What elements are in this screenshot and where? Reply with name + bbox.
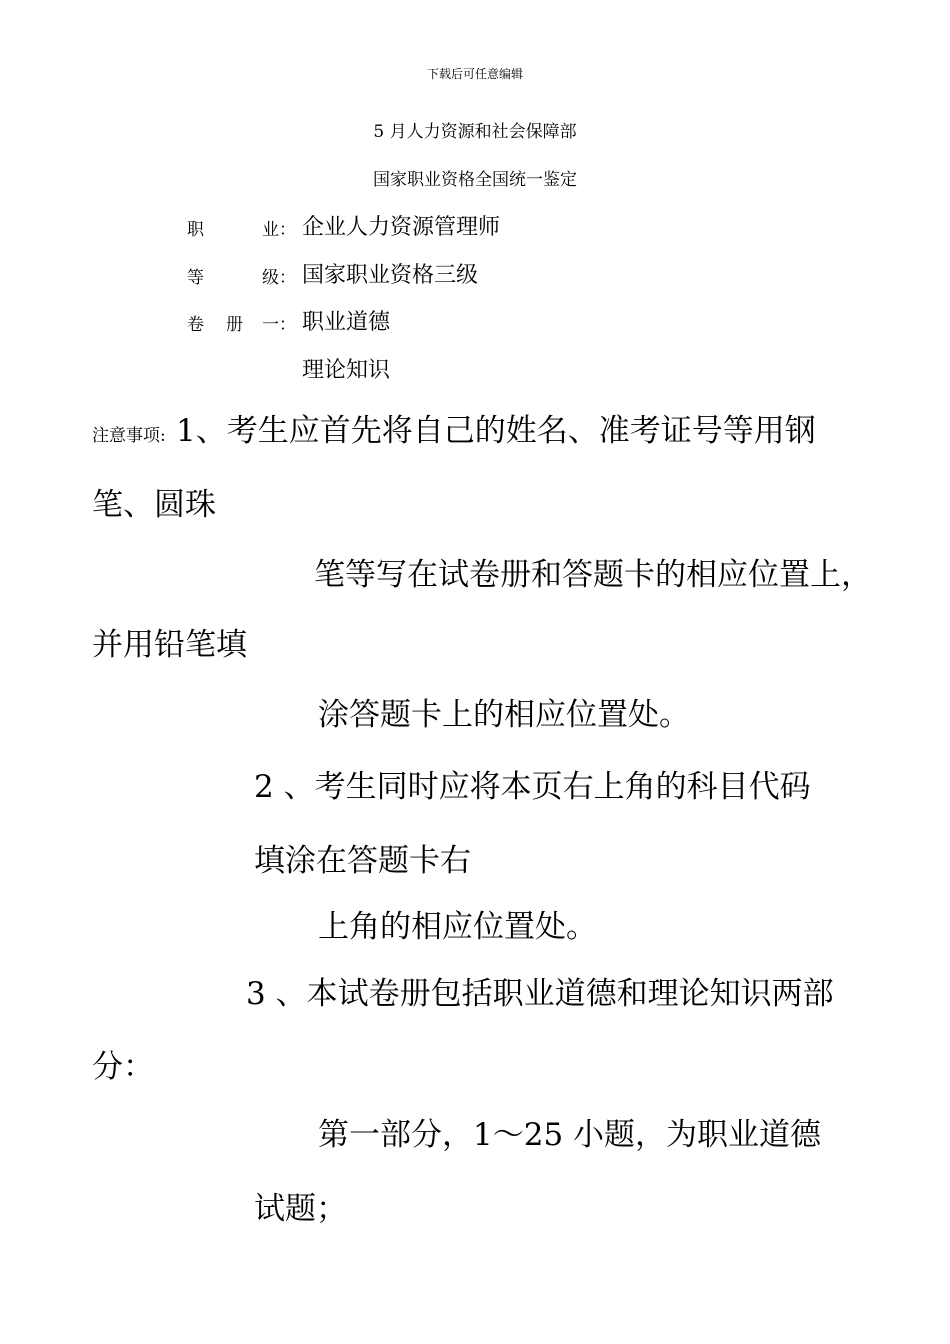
notice-item3-line2: 分：	[92, 1049, 154, 1085]
level-label-char1: 等	[187, 268, 204, 288]
notice-item2-line2: 填涂在答题卡右	[254, 843, 471, 879]
notice-item3-line1: 3 、本试卷册包括职业道德和理论知识两部	[246, 976, 834, 1012]
notice-item1-line5: 涂答题卡上的相应位置处。	[318, 697, 690, 733]
notice-item1-line2: 笔、圆珠	[92, 487, 216, 523]
notice-label: 注意事项:	[92, 426, 166, 446]
volume-label-char1: 卷	[187, 315, 204, 335]
level-label-char2: 级：	[262, 268, 296, 288]
occupation-value: 企业人力资源管理师	[302, 215, 501, 240]
notice-item1-line1: 1、考生应首先将自己的姓名、准考证号等用钢	[176, 413, 816, 449]
header-note: 下载后可任意编辑	[426, 67, 523, 81]
notice-item1-line4: 并用铅笔填	[92, 627, 247, 663]
volume-value-line2: 理论知识	[302, 358, 391, 383]
occupation-label-char1: 职	[187, 220, 204, 240]
exam-title-line2: 国家职业资格全国统一鉴定	[373, 170, 577, 190]
volume-label-char3: 一：	[262, 315, 296, 335]
exam-title-line1: 5 月人力资源和社会保障部	[373, 122, 577, 142]
notice-item2-line1: 2 、考生同时应将本页右上角的科目代码	[254, 769, 811, 805]
notice-item3-line3: 第一部分，1～25 小题，为职业道德	[318, 1117, 822, 1153]
volume-label-char2: 册	[226, 315, 243, 335]
notice-item2-line3: 上角的相应位置处。	[318, 909, 597, 945]
notice-item1-line3: 笔等写在试卷册和答题卡的相应位置上，	[314, 557, 872, 593]
level-value: 国家职业资格三级	[302, 263, 479, 288]
occupation-label-char2: 业：	[262, 220, 296, 240]
notice-item3-line4: 试题；	[254, 1191, 347, 1227]
volume-value: 职业道德	[302, 310, 391, 335]
